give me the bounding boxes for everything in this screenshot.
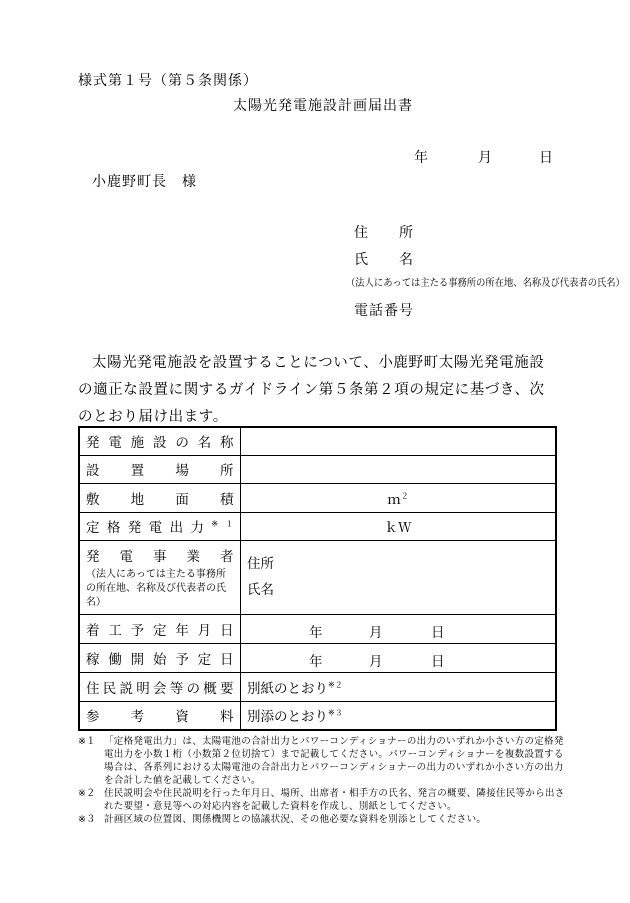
footnote-mark: ※３ [78, 814, 96, 825]
table-row [79, 672, 556, 701]
reference-field[interactable] [241, 701, 557, 730]
operation-day-label: 日 [431, 653, 445, 670]
footnote-text: 「定格発電出力」は、太陽電池の合計出力とパワーコンディショナーの出力のいずれか小さい方の定格発電出力を小数１桁（小数第２位切捨て）まで記載してください。パワーコンディショナーを複数設置する場合は、各系列における太陽電池の合計出力とパワーコンディショナーの出力のいずれか小さい方の出力を合計した値を記載してください。 [104, 736, 564, 786]
briefing-label: 住民説明会等の概要 [79, 672, 241, 701]
table-row [79, 614, 556, 643]
reference-footnote-mark: ※３ [328, 708, 343, 718]
rated-output-label [79, 512, 241, 540]
operation-month-label: 月 [369, 653, 383, 670]
reference-label: 参考資料 [79, 701, 241, 730]
operator-address-label: 住所 [247, 556, 274, 572]
footnote-mark: ※１ [78, 736, 96, 747]
location-label: 設置場所 [79, 455, 241, 483]
rated-output-label-text: 定格発電出力 [86, 520, 212, 536]
footnote-3 [78, 813, 568, 826]
briefing-value: 別紙のとおり [247, 680, 328, 697]
applicant-phone-label: 電話番号 [354, 303, 414, 319]
operation-date-field[interactable] [241, 643, 557, 672]
operation-year-label: 年 [309, 653, 323, 670]
applicant-name-label: 氏 名 [354, 252, 414, 268]
footnote-mark: ※２ [78, 788, 96, 799]
applicant-corporate-note: （法人にあっては主たる事務所の所在地、名称及び代表者の氏名） [346, 278, 625, 289]
table-row [79, 455, 556, 483]
operator-field[interactable] [241, 540, 557, 614]
notification-form-table [78, 426, 557, 731]
reference-value: 別添のとおり [247, 709, 328, 726]
footnotes [78, 735, 568, 826]
briefing-footnote-mark: ※２ [328, 680, 343, 689]
footnote-1 [78, 735, 568, 787]
table-row [79, 427, 556, 455]
start-day-label: 日 [431, 624, 445, 641]
table-row [79, 512, 556, 540]
table-row [79, 701, 556, 730]
rated-output-footnote-mark: ※１ [211, 519, 235, 529]
footnote-2 [78, 787, 568, 813]
addressee: 小鹿野町長 様 [92, 174, 197, 190]
footnote-text: 住民説明会や住民説明を行った年月日、場所、出席者・相手方の氏名、発言の概要、隣接住民等から出された要望・意見等への対応内容を記載した資料を作成し、別紙としてください。 [104, 788, 565, 812]
table-row [79, 643, 556, 672]
facility-name-label: 発電施設の名称 [79, 427, 241, 455]
operator-label: 発電事業者 [86, 548, 234, 565]
site-area-field[interactable] [241, 483, 557, 512]
body-text [78, 350, 558, 431]
rated-output-field[interactable] [241, 512, 557, 540]
rated-output-unit: ｋＷ [384, 520, 412, 536]
body-text-content: 太陽光発電施設を設置することについて、小鹿野町太陽光発電施設の適正な設置に関するガイドライン第５条第２項の規定に基づき、次のとおり届け出ます。 [78, 355, 545, 425]
operator-name-label: 氏名 [247, 582, 274, 598]
table-row [79, 483, 556, 512]
document-title: 太陽光発電施設計画届出書 [233, 98, 413, 114]
footnote-text: 計画区域の位置図、関係機関との協議状況、その他必要な資料を別添としてください。 [104, 814, 487, 825]
date-day-label: 日 [539, 150, 554, 166]
facility-name-field[interactable] [241, 427, 557, 455]
start-year-label: 年 [309, 624, 323, 641]
date-year-label: 年 [414, 150, 429, 166]
start-date-field[interactable] [241, 614, 557, 643]
table-row [79, 540, 556, 614]
site-area-unit-sup: ２ [400, 491, 409, 500]
start-month-label: 月 [369, 624, 383, 641]
briefing-field[interactable] [241, 672, 557, 701]
start-date-label: 着工予定年月日 [79, 614, 241, 643]
site-area-unit: ｍ [387, 491, 401, 508]
date-month-label: 月 [478, 150, 493, 166]
site-area-label: 敷地面積 [79, 483, 241, 512]
applicant-address-label: 住 所 [354, 225, 414, 241]
form-number: 様式第１号（第５条関係） [78, 73, 258, 89]
operator-label-cell [79, 540, 241, 614]
operator-note: （法人にあっては主たる事務所の所在地、名称及び代表者の氏名） [86, 568, 226, 608]
location-field[interactable] [241, 455, 557, 483]
operation-date-label: 稼働開始予定日 [79, 643, 241, 672]
